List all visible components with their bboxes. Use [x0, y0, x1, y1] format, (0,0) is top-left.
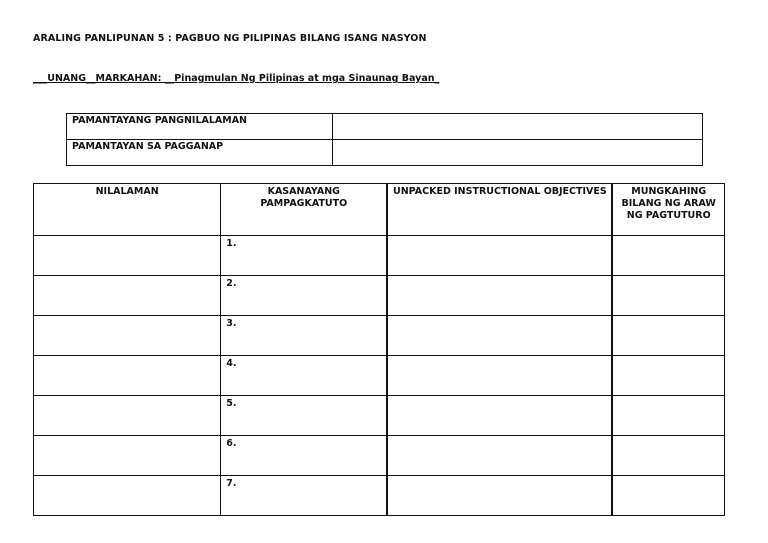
performance-standard-label: PAMANTAYAN SA PAGGANAP	[67, 140, 333, 166]
nilalaman-cell[interactable]	[34, 476, 221, 516]
header-nilalaman: NILALAMAN	[34, 184, 221, 236]
nilalaman-cell[interactable]	[34, 356, 221, 396]
objectives-cell[interactable]	[387, 316, 612, 356]
header-objectives: UNPACKED INSTRUCTIONAL OBJECTIVES	[387, 184, 612, 236]
araw-cell[interactable]	[612, 356, 724, 396]
quarter-mid: __MARKAHAN: __	[86, 73, 175, 84]
objectives-cell[interactable]	[387, 236, 612, 276]
kasanayan-cell[interactable]: 2.	[221, 276, 388, 316]
objectives-cell[interactable]	[387, 436, 612, 476]
header-kasanayan: KASANAYANG PAMPAGKATUTO	[221, 184, 388, 236]
objectives-cell[interactable]	[387, 476, 612, 516]
araw-cell[interactable]	[612, 476, 724, 516]
araw-cell[interactable]	[612, 396, 724, 436]
nilalaman-cell[interactable]	[34, 236, 221, 276]
kasanayan-cell[interactable]: 7.	[221, 476, 388, 516]
standards-table	[66, 113, 703, 166]
nilalaman-cell[interactable]	[34, 396, 221, 436]
header-araw: MUNGKAHING BILANG NG ARAW NG PAGTUTURO	[612, 184, 724, 236]
lesson-plan-table	[33, 183, 725, 516]
kasanayan-cell[interactable]: 5.	[221, 396, 388, 436]
table-row	[34, 236, 725, 276]
table-header-row	[34, 184, 725, 236]
table-row	[34, 276, 725, 316]
quarter-prefix: ___	[33, 73, 48, 84]
quarter-line	[33, 73, 439, 84]
quarter-name: UNANG	[47, 73, 87, 84]
objectives-cell[interactable]	[387, 356, 612, 396]
table-row	[34, 476, 725, 516]
nilalaman-cell[interactable]	[34, 276, 221, 316]
performance-standard-row	[67, 140, 703, 166]
table-row	[34, 356, 725, 396]
objectives-cell[interactable]	[387, 276, 612, 316]
araw-cell[interactable]	[612, 316, 724, 356]
table-row	[34, 316, 725, 356]
objectives-cell[interactable]	[387, 396, 612, 436]
content-standard-field[interactable]	[333, 114, 703, 140]
araw-cell[interactable]	[612, 276, 724, 316]
content-standard-row	[67, 114, 703, 140]
quarter-suffix: _	[434, 73, 440, 84]
kasanayan-cell[interactable]: 1.	[221, 236, 388, 276]
araw-cell[interactable]	[612, 236, 724, 276]
kasanayan-cell[interactable]: 6.	[221, 436, 388, 476]
nilalaman-cell[interactable]	[34, 436, 221, 476]
quarter-topic: Pinagmulan Ng Pilipinas at mga Sinaunag Bayan	[174, 73, 435, 84]
table-row	[34, 396, 725, 436]
table-row	[34, 436, 725, 476]
content-standard-label: PAMANTAYANG PANGNILALAMAN	[67, 114, 333, 140]
nilalaman-cell[interactable]	[34, 316, 221, 356]
araw-cell[interactable]	[612, 436, 724, 476]
performance-standard-field[interactable]	[333, 140, 703, 166]
kasanayan-cell[interactable]: 4.	[221, 356, 388, 396]
document-title: ARALING PANLIPUNAN 5 : PAGBUO NG PILIPINAS BILANG ISANG NASYON	[33, 33, 427, 44]
kasanayan-cell[interactable]: 3.	[221, 316, 388, 356]
